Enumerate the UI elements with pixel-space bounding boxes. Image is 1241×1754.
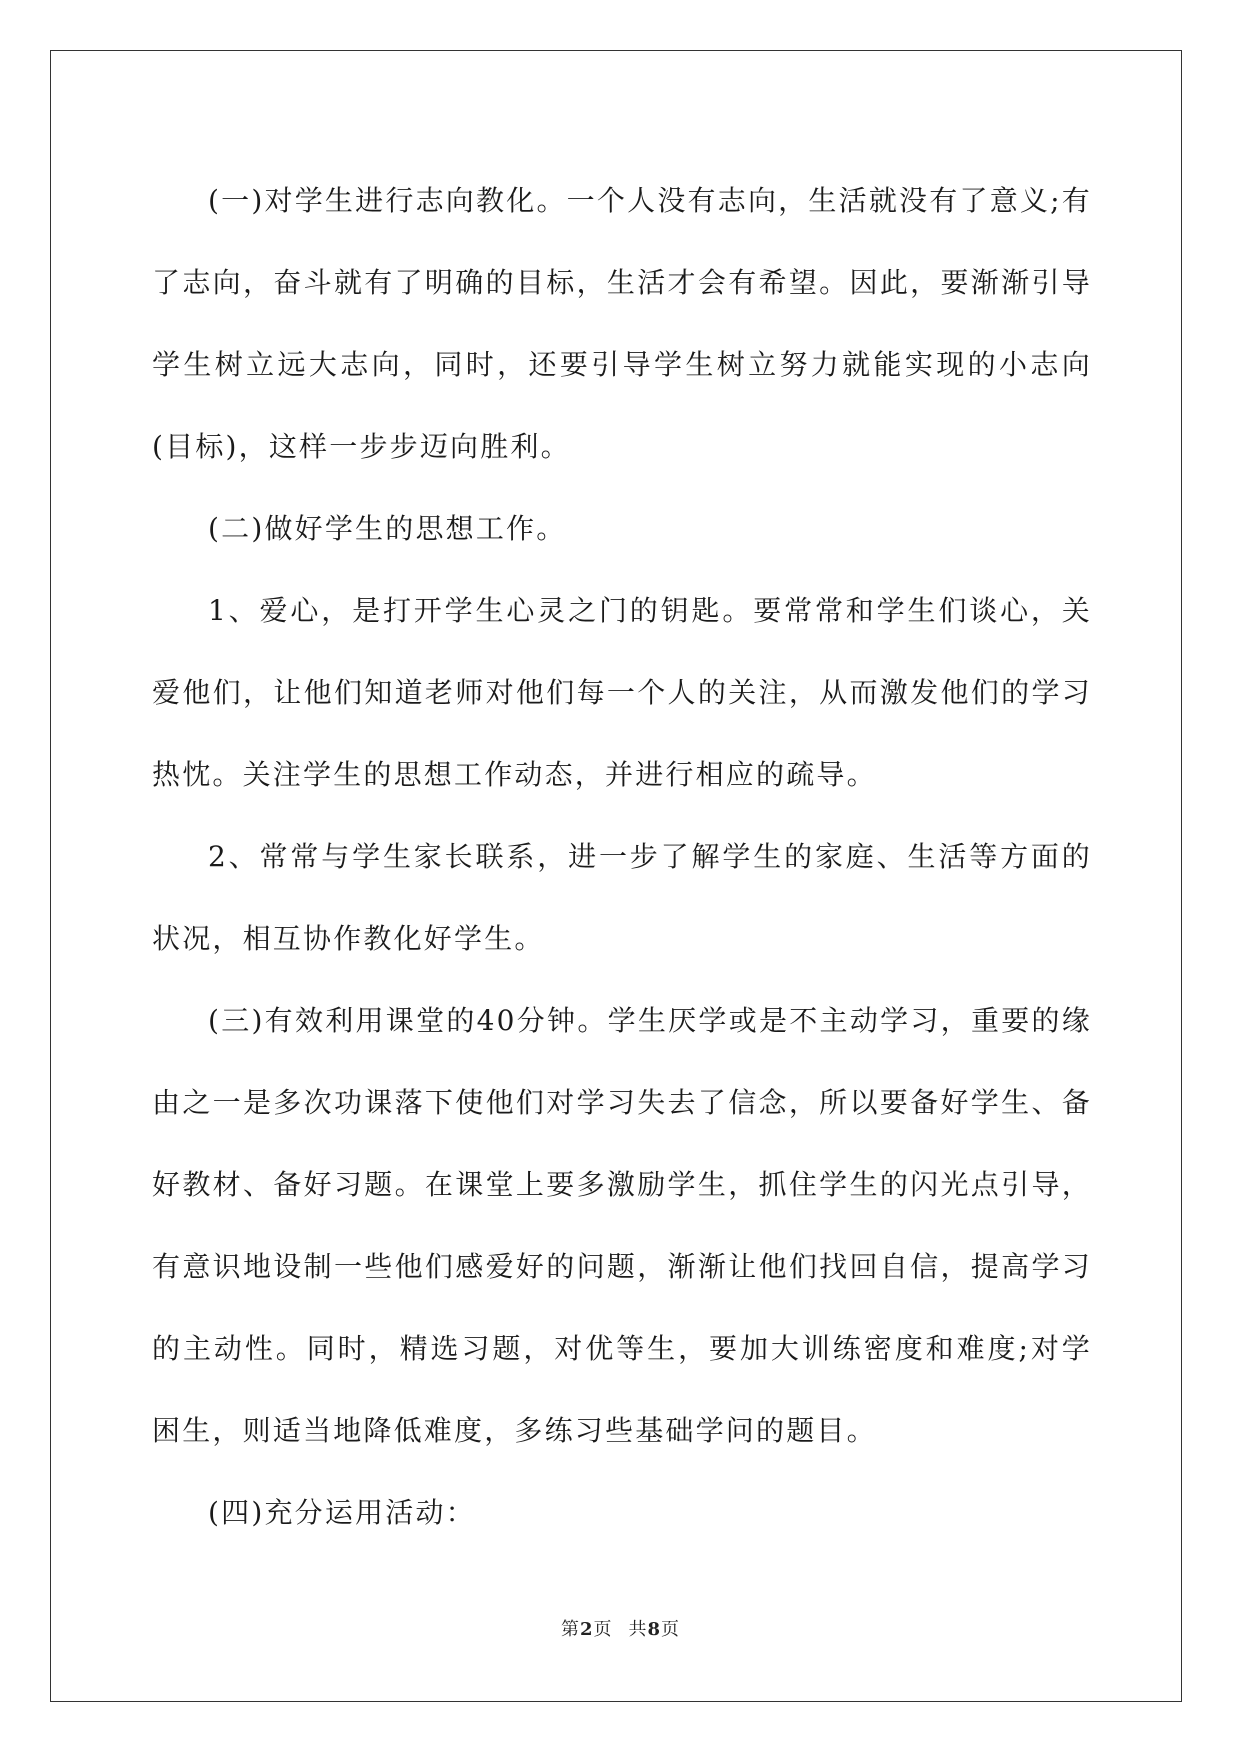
footer-total-prefix: 共 <box>628 1619 648 1640</box>
current-page-number: 2 <box>579 1619 594 1640</box>
footer-prefix: 第 <box>560 1619 580 1640</box>
paragraph-love-key: 1、爱心，是打开学生心灵之门的钥匙。要常常和学生们谈心，关爱他们，让他们知道老师对他们每一个人的关注，从而激发他们的学习热忱。关注学生的思想工作动态，并进行相应的疏导。 <box>152 594 1092 791</box>
paragraph-thought-work-heading: (二)做好学生的思想工作。 <box>208 512 567 545</box>
document-body <box>152 160 1092 1554</box>
footer-total-unit: 页 <box>661 1619 681 1640</box>
total-page-number: 8 <box>647 1619 662 1640</box>
paragraph-aspiration-education: (一)对学生进行志向教化。一个人没有志向，生活就没有了意义;有了志向，奋斗就有了明确的目标，生活才会有希望。因此，要渐渐引导学生树立远大志向，同时，还要引导学生树立努力就能实现的小志向(目标)，这样一步步迈向胜利。 <box>152 184 1092 463</box>
page-footer <box>0 1615 1241 1641</box>
paragraph-classroom-40min: (三)有效利用课堂的40分钟。学生厌学或是不主动学习，重要的缘由之一是多次功课落下使他们对学习失去了信念，所以要备好学生、备好教材、备好习题。在课堂上要多激励学生，抓住学生的闪光点引导，有意识地设制一些他们感爱好的问题，渐渐让他们找回自信，提高学习的主动性。同时，精选习题，对优等生，要加大训练密度和难度;对学困生，则适当地降低难度，多练习些基础学问的题目。 <box>152 1004 1092 1447</box>
footer-page-unit: 页 <box>593 1619 613 1640</box>
paragraph-parent-contact: 2、常常与学生家长联系，进一步了解学生的家庭、生活等方面的状况，相互协作教化好学生。 <box>152 840 1092 955</box>
paragraph-activities-heading: (四)充分运用活动： <box>208 1496 476 1529</box>
